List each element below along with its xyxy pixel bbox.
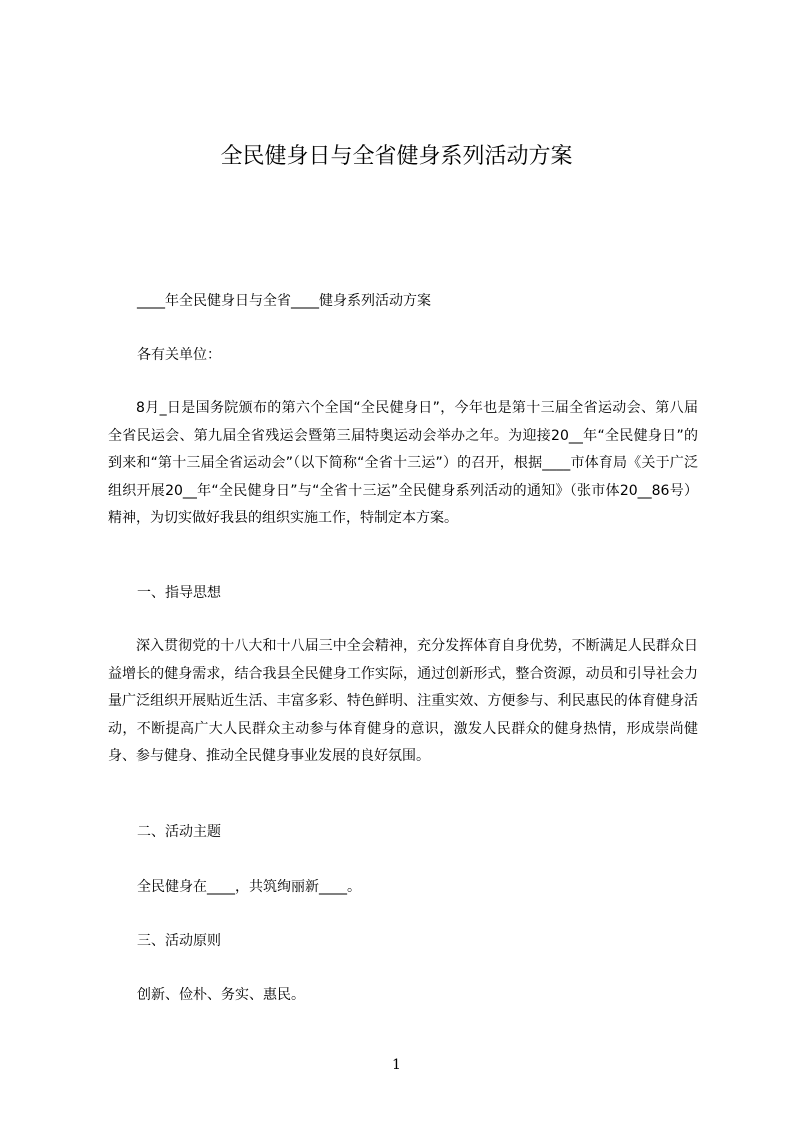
document-title: 全民健身日与全省健身系列活动方案 bbox=[220, 144, 573, 169]
page-number: 1 bbox=[392, 1057, 401, 1073]
intro-paragraph: 8月_日是国务院颁布的第六个全国“全民健身日”，今年也是第十三届全省运动会、第八届全省民运会、第九届全省残运会暨第三届特奥运动会举办之年。为迎接20__年“全民健身日”的到来和“第十三届全省运动会”（以下简称“全省十三运”）的召开，根据____市体育局《关于广泛组织开展20__年“全民健身日”与“全省十三运”全民健身系列活动的通知》（张市体20__86号）精神，为切实做好我县的组织实施工作，特制定本方案。 bbox=[108, 400, 698, 527]
section-2-heading: 二、活动主题 bbox=[137, 824, 221, 840]
section-3-heading: 三、活动原则 bbox=[137, 933, 221, 949]
document-subtitle: ____年全民健身日与全省____健身系列活动方案 bbox=[137, 293, 431, 309]
section-3-body: 创新、俭朴、务实、惠民。 bbox=[137, 987, 305, 1003]
section-1-heading: 一、指导思想 bbox=[137, 585, 221, 601]
section-2-body: 全民健身在____，共筑绚丽新____。 bbox=[137, 879, 361, 895]
section-1-body: 深入贯彻党的十八大和十八届三中全会精神，充分发挥体育自身优势，不断满足人民群众日益增长的健身需求，结合我县全民健身工作实际，通过创新形式，整合资源，动员和引导社会力量广泛组织开展贴近生活、丰富多彩、特色鲜明、注重实效、方便参与、利民惠民的体育健身活动，不断提高广大人民群众主动参与体育健身的意识，激发人民群众的健身热情，形成崇尚健身、参与健身、推动全民健身事业发展的良好氛围。 bbox=[108, 638, 698, 765]
salutation: 各有关单位： bbox=[137, 347, 221, 363]
